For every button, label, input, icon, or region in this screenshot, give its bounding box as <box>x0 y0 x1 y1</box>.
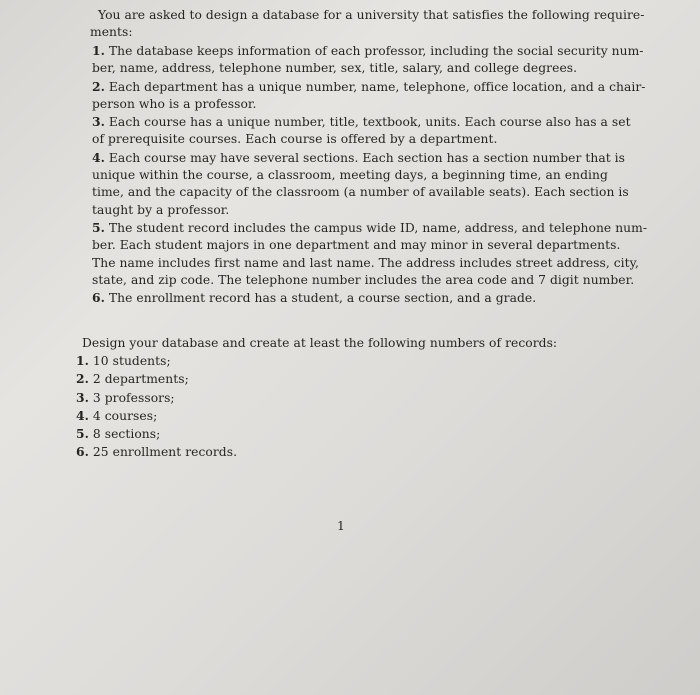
page-number: 1 <box>337 519 345 533</box>
req-5-line-4: state, and zip code. The telephone number includes the area code and 7 digit number. <box>92 272 635 287</box>
req-6-line-1: 6. The enrollment record has a student, a course section, and a grade. <box>92 290 537 306</box>
req-4-line-3: time, and the capacity of the classroom (a number of available seats). Each section is <box>92 185 629 200</box>
intro-line-2: ments: <box>90 25 133 40</box>
req-4-line-1: 4. Each course may have several sections. Each section has a section number that is <box>92 149 626 165</box>
req-4-line-4: taught by a professor. <box>92 202 230 217</box>
design-item-6: 6. 25 enrollment records. <box>76 444 238 460</box>
req-5-line-2: ber. Each student majors in one department and may minor in several departments. <box>92 238 621 253</box>
design-item-2: 2. 2 departments; <box>76 371 189 387</box>
requirements-section <box>90 7 645 42</box>
design-item-4: 4. 4 courses; <box>76 407 158 423</box>
req-2-line-1: 2. Each department has a unique number, name, telephone, office location, and a chair- <box>92 78 646 94</box>
design-section <box>82 335 557 352</box>
design-intro: Design your database and create at least the following numbers of records: <box>82 336 558 350</box>
req-1-line-1: 1. The database keeps information of each professor, including the social security num- <box>92 43 644 58</box>
req-3-line-1: 3. Each course has a unique number, title, textbook, units. Each course also has a set <box>92 114 631 130</box>
req-5-line-1: 5. The student record includes the campus wide ID, name, address, and telephone num- <box>92 219 648 235</box>
req-4-line-2: unique within the course, a classroom, meeting days, a beginning time, an ending <box>92 168 608 183</box>
intro-line-1: You are asked to design a database for a university that satisfies the following require- <box>98 8 645 22</box>
design-item-1: 1. 10 students; <box>76 353 171 368</box>
design-item-5: 5. 8 sections; <box>76 426 161 442</box>
req-2-line-2: person who is a professor. <box>92 96 257 111</box>
req-1-line-2: ber, name, address, telephone number, sex, title, salary, and college degrees. <box>92 61 578 76</box>
req-5-line-3: The name includes first name and last name. The address includes street address, city, <box>92 255 639 270</box>
requirements-list <box>92 42 647 307</box>
design-list <box>76 352 237 462</box>
req-3-line-2: of prerequisite courses. Each course is offered by a department. <box>92 132 498 147</box>
design-item-3: 3. 3 professors; <box>76 389 175 405</box>
